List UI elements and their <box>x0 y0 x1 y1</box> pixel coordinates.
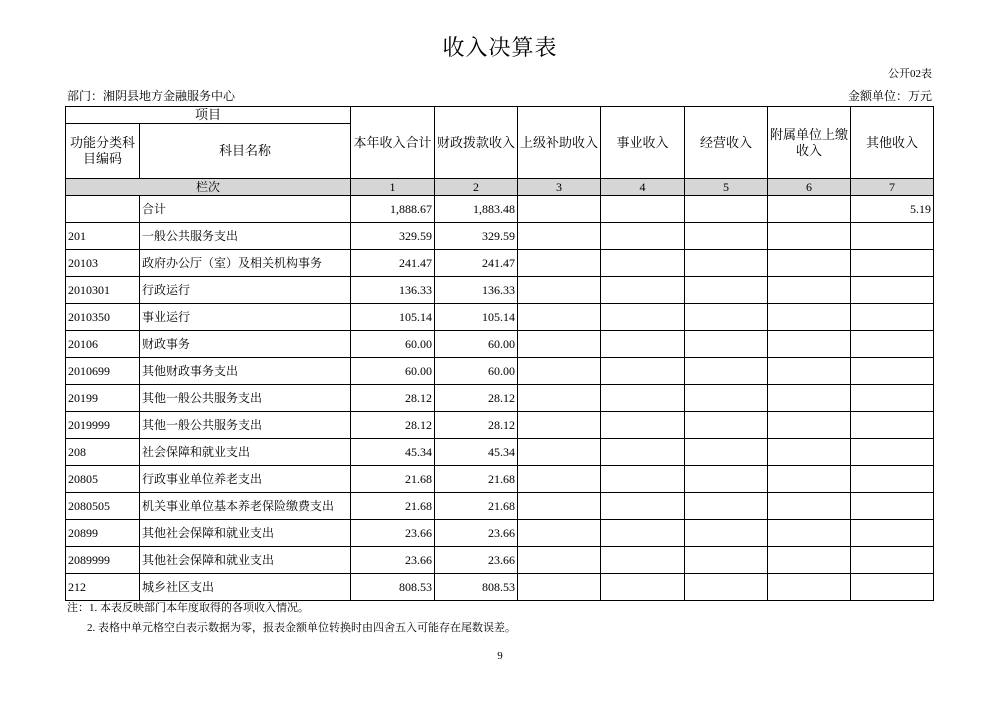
affiliated-unit-income-cell <box>768 250 851 277</box>
business-income-cell <box>601 223 685 250</box>
row-name-cell: 合计 <box>140 196 351 223</box>
header-other-income: 其他收入 <box>851 107 934 179</box>
business-income-cell <box>601 304 685 331</box>
table-row <box>66 385 934 412</box>
affiliated-unit-income-cell <box>768 574 851 601</box>
column-index: 6 <box>768 179 851 196</box>
total-income-cell: 28.12 <box>351 385 435 412</box>
operating-income-cell <box>685 223 768 250</box>
row-code-cell: 208 <box>66 439 140 466</box>
row-code-cell: 212 <box>66 574 140 601</box>
header-project: 项目 <box>66 107 351 124</box>
row-code-cell <box>66 196 140 223</box>
header-function-code: 功能分类科目编码 <box>66 124 140 179</box>
total-income-cell: 136.33 <box>351 277 435 304</box>
operating-income-cell <box>685 385 768 412</box>
affiliated-unit-income-cell <box>768 493 851 520</box>
row-code-cell: 20103 <box>66 250 140 277</box>
total-income-cell: 241.47 <box>351 250 435 277</box>
fiscal-appropriation-cell: 808.53 <box>435 574 518 601</box>
row-code-cell: 2019999 <box>66 412 140 439</box>
report-title: 收入决算表 <box>442 35 558 60</box>
superior-subsidy-cell <box>518 250 601 277</box>
table-row <box>66 304 934 331</box>
other-income-cell <box>851 358 934 385</box>
fiscal-appropriation-cell: 23.66 <box>435 547 518 574</box>
business-income-cell <box>601 520 685 547</box>
operating-income-cell <box>685 196 768 223</box>
affiliated-unit-income-cell <box>768 547 851 574</box>
fiscal-appropriation-cell: 60.00 <box>435 358 518 385</box>
superior-subsidy-cell <box>518 196 601 223</box>
footnote-2: 2. 表格中单元格空白表示数据为零，报表金额单位转换时由四舍五入可能存在尾数误差。 <box>87 622 516 634</box>
superior-subsidy-cell <box>518 223 601 250</box>
affiliated-unit-income-cell <box>768 277 851 304</box>
affiliated-unit-income-cell <box>768 223 851 250</box>
row-code-cell: 20199 <box>66 385 140 412</box>
operating-income-cell <box>685 493 768 520</box>
table-row <box>66 223 934 250</box>
business-income-cell <box>601 574 685 601</box>
row-name-cell: 机关事业单位基本养老保险缴费支出 <box>140 493 351 520</box>
column-index: 1 <box>351 179 435 196</box>
superior-subsidy-cell <box>518 466 601 493</box>
operating-income-cell <box>685 574 768 601</box>
row-code-cell: 2080505 <box>66 493 140 520</box>
table-row <box>66 412 934 439</box>
operating-income-cell <box>685 331 768 358</box>
row-name-cell: 行政事业单位养老支出 <box>140 466 351 493</box>
affiliated-unit-income-cell <box>768 304 851 331</box>
header-operating-income: 经营收入 <box>685 107 768 179</box>
other-income-cell <box>851 304 934 331</box>
other-income-cell <box>851 439 934 466</box>
operating-income-cell <box>685 358 768 385</box>
header-business-income: 事业收入 <box>601 107 685 179</box>
other-income-cell <box>851 223 934 250</box>
affiliated-unit-income-cell <box>768 520 851 547</box>
other-income-cell <box>851 547 934 574</box>
other-income-cell <box>851 493 934 520</box>
other-income-cell: 5.19 <box>851 196 934 223</box>
fiscal-appropriation-cell: 23.66 <box>435 520 518 547</box>
superior-subsidy-cell <box>518 277 601 304</box>
superior-subsidy-cell <box>518 412 601 439</box>
operating-income-cell <box>685 439 768 466</box>
total-income-cell: 28.12 <box>351 412 435 439</box>
amount-unit-label: 金额单位：万元 <box>847 89 932 103</box>
other-income-cell <box>851 520 934 547</box>
row-name-cell: 一般公共服务支出 <box>140 223 351 250</box>
business-income-cell <box>601 412 685 439</box>
affiliated-unit-income-cell <box>768 385 851 412</box>
business-income-cell <box>601 385 685 412</box>
operating-income-cell <box>685 466 768 493</box>
row-code-cell: 20805 <box>66 466 140 493</box>
operating-income-cell <box>685 277 768 304</box>
superior-subsidy-cell <box>518 547 601 574</box>
superior-subsidy-cell <box>518 439 601 466</box>
row-code-cell: 201 <box>66 223 140 250</box>
superior-subsidy-cell <box>518 385 601 412</box>
business-income-cell <box>601 331 685 358</box>
fiscal-appropriation-cell: 105.14 <box>435 304 518 331</box>
income-table <box>65 106 934 601</box>
operating-income-cell <box>685 412 768 439</box>
fiscal-appropriation-cell: 21.68 <box>435 493 518 520</box>
header-superior-subsidy: 上级补助收入 <box>518 107 601 179</box>
fiscal-appropriation-cell: 21.68 <box>435 466 518 493</box>
row-name-cell: 其他社会保障和就业支出 <box>140 547 351 574</box>
other-income-cell <box>851 277 934 304</box>
operating-income-cell <box>685 250 768 277</box>
table-row <box>66 439 934 466</box>
superior-subsidy-cell <box>518 304 601 331</box>
total-income-cell: 808.53 <box>351 574 435 601</box>
business-income-cell <box>601 250 685 277</box>
total-income-cell: 21.68 <box>351 466 435 493</box>
column-index-label: 栏次 <box>66 179 351 196</box>
column-index: 4 <box>601 179 685 196</box>
column-index: 7 <box>851 179 934 196</box>
superior-subsidy-cell <box>518 331 601 358</box>
fiscal-appropriation-cell: 28.12 <box>435 385 518 412</box>
affiliated-unit-income-cell <box>768 412 851 439</box>
other-income-cell <box>851 412 934 439</box>
row-name-cell: 其他财政事务支出 <box>140 358 351 385</box>
total-income-cell: 1,888.67 <box>351 196 435 223</box>
affiliated-unit-income-cell <box>768 358 851 385</box>
superior-subsidy-cell <box>518 358 601 385</box>
table-row <box>66 574 934 601</box>
table-row <box>66 493 934 520</box>
affiliated-unit-income-cell <box>768 466 851 493</box>
fiscal-appropriation-cell: 329.59 <box>435 223 518 250</box>
total-income-cell: 60.00 <box>351 358 435 385</box>
table-row <box>66 547 934 574</box>
operating-income-cell <box>685 547 768 574</box>
fiscal-appropriation-cell: 1,883.48 <box>435 196 518 223</box>
header-total-income: 本年收入合计 <box>351 107 435 179</box>
total-row <box>66 196 934 223</box>
operating-income-cell <box>685 520 768 547</box>
other-income-cell <box>851 466 934 493</box>
table-row <box>66 466 934 493</box>
row-name-cell: 行政运行 <box>140 277 351 304</box>
row-code-cell: 2010301 <box>66 277 140 304</box>
table-row <box>66 331 934 358</box>
fiscal-appropriation-cell: 28.12 <box>435 412 518 439</box>
table-row <box>66 250 934 277</box>
other-income-cell <box>851 331 934 358</box>
other-income-cell <box>851 250 934 277</box>
business-income-cell <box>601 277 685 304</box>
total-income-cell: 60.00 <box>351 331 435 358</box>
business-income-cell <box>601 358 685 385</box>
row-code-cell: 2010350 <box>66 304 140 331</box>
row-name-cell: 城乡社区支出 <box>140 574 351 601</box>
table-row <box>66 520 934 547</box>
table-row <box>66 358 934 385</box>
footnote-1: 注：1. 本表反映部门本年度取得的各项收入情况。 <box>67 602 309 614</box>
row-name-cell: 财政事务 <box>140 331 351 358</box>
fiscal-appropriation-cell: 136.33 <box>435 277 518 304</box>
department-label: 部门：湘阴县地方金融服务中心 <box>67 89 236 103</box>
row-code-cell: 20106 <box>66 331 140 358</box>
superior-subsidy-cell <box>518 574 601 601</box>
table-body <box>66 196 934 601</box>
row-code-cell: 20899 <box>66 520 140 547</box>
affiliated-unit-income-cell <box>768 196 851 223</box>
table-row <box>66 277 934 304</box>
row-code-cell: 2089999 <box>66 547 140 574</box>
affiliated-unit-income-cell <box>768 439 851 466</box>
business-income-cell <box>601 547 685 574</box>
row-name-cell: 其他一般公共服务支出 <box>140 385 351 412</box>
affiliated-unit-income-cell <box>768 331 851 358</box>
total-income-cell: 21.68 <box>351 493 435 520</box>
other-income-cell <box>851 574 934 601</box>
header-fiscal-appropriation: 财政拨款收入 <box>435 107 518 179</box>
total-income-cell: 105.14 <box>351 304 435 331</box>
total-income-cell: 329.59 <box>351 223 435 250</box>
row-name-cell: 其他一般公共服务支出 <box>140 412 351 439</box>
form-number: 公开02表 <box>888 68 932 80</box>
page-number: 9 <box>497 650 503 662</box>
row-name-cell: 其他社会保障和就业支出 <box>140 520 351 547</box>
column-index: 5 <box>685 179 768 196</box>
header-affiliated-unit-income: 附属单位上缴收入 <box>768 107 851 179</box>
business-income-cell <box>601 439 685 466</box>
total-income-cell: 23.66 <box>351 520 435 547</box>
superior-subsidy-cell <box>518 493 601 520</box>
total-income-cell: 45.34 <box>351 439 435 466</box>
column-index: 3 <box>518 179 601 196</box>
header-subject-name: 科目名称 <box>140 124 351 179</box>
column-index: 2 <box>435 179 518 196</box>
row-code-cell: 2010699 <box>66 358 140 385</box>
fiscal-appropriation-cell: 60.00 <box>435 331 518 358</box>
superior-subsidy-cell <box>518 520 601 547</box>
business-income-cell <box>601 466 685 493</box>
fiscal-appropriation-cell: 45.34 <box>435 439 518 466</box>
total-income-cell: 23.66 <box>351 547 435 574</box>
business-income-cell <box>601 493 685 520</box>
row-name-cell: 政府办公厅（室）及相关机构事务 <box>140 250 351 277</box>
row-name-cell: 事业运行 <box>140 304 351 331</box>
row-name-cell: 社会保障和就业支出 <box>140 439 351 466</box>
fiscal-appropriation-cell: 241.47 <box>435 250 518 277</box>
business-income-cell <box>601 196 685 223</box>
operating-income-cell <box>685 304 768 331</box>
other-income-cell <box>851 385 934 412</box>
